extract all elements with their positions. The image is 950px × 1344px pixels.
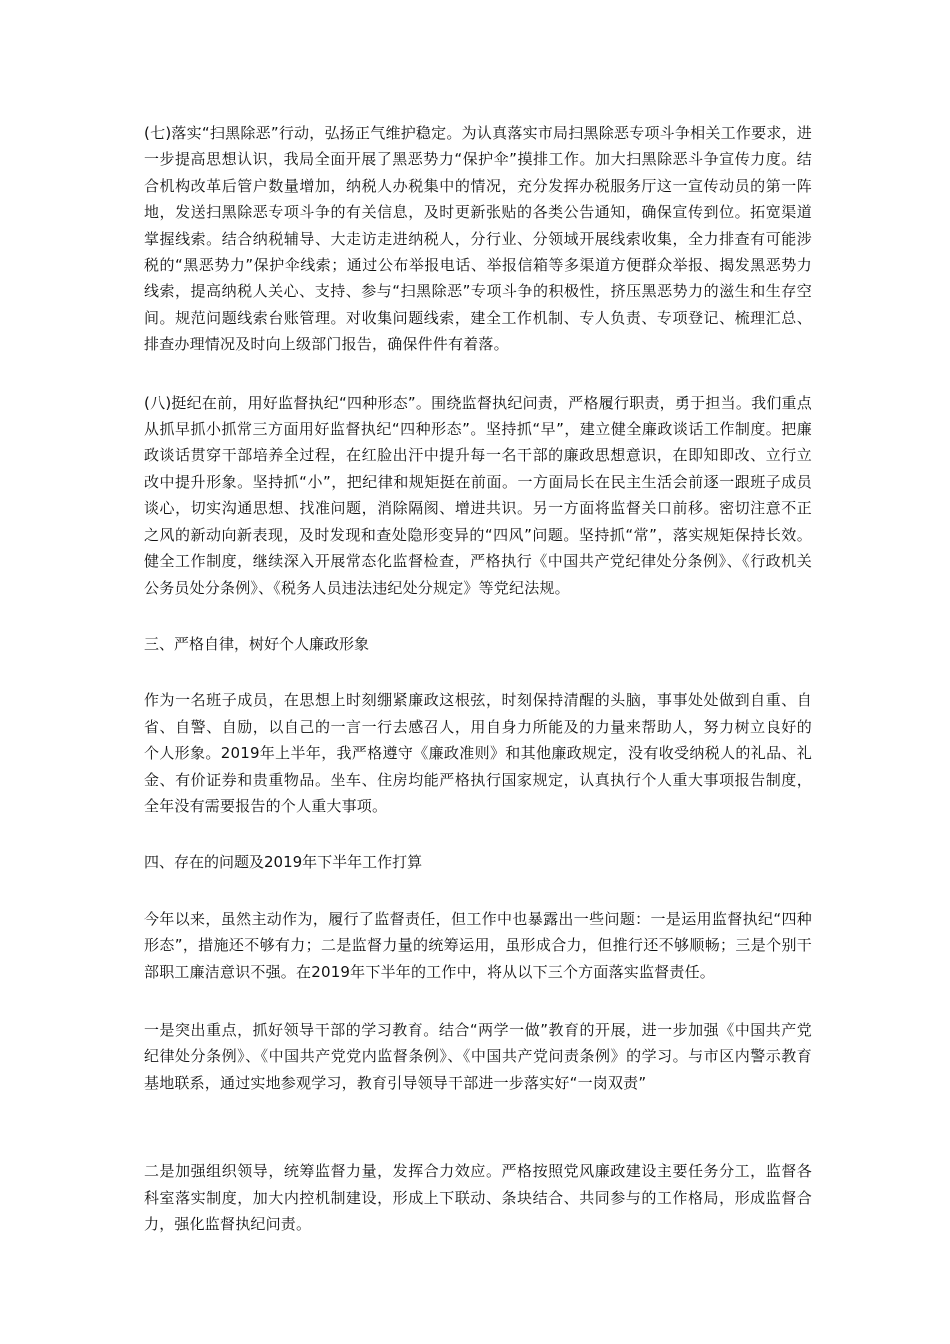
paragraph-spacer [144, 819, 812, 849]
paragraph-spacer [144, 657, 812, 687]
paragraph-spacer [144, 358, 812, 390]
paragraph-spacer [144, 1096, 812, 1158]
section-heading-three: 三、严格自律，树好个人廉政形象 [144, 634, 370, 653]
paragraph-seven: (七)落实“扫黑除恶”行动，弘扬正气维护稳定。为认真落实市局扫黑除恶专项斗争相关工作要求，进一步提高思想认识，我局全面开展了黑恶势力“保护伞”摸排工作。加大扫黑除恶斗争宣传力度。结合机构改革后管户数量增加，纳税人办税集中的情况，充分发挥办税服务厅这一宣传动员的第一阵地，发送扫黑除恶专项斗争的有关信息，及时更新张贴的各类公告通知，确保宣传到位。拓宽渠道掌握线索。结合纳税辅导、大走访走进纳税人，分行业、分领域开展线索收集，全力排查有可能涉税的“黑恶势力”保护伞线索；通过公布举报电话、举报信箱等多渠道方便群众举报、揭发黑恶势力线索，提高纳税人关心、支持、参与“扫黑除恶”专项斗争的积极性，挤压黑恶势力的滋生和生存空间。规范问题线索台账管理。对收集问题线索，建全工作机制、专人负责、专项登记、梳理汇总、排查办理情况及时向上级部门报告，确保件件有着落。 [144, 124, 812, 354]
paragraph-spacer [144, 985, 812, 1017]
paragraph-spacer [144, 876, 812, 906]
paragraph-plan-one: 一是突出重点，抓好领导干部的学习教育。结合“两学一做”教育的开展，进一步加强《中国共产党纪律处分条例》、《中国共产党党内监督条例》、《中国共产党问责条例》的学习。与市区内警示教育基地联系，通过实地参观学习，教育引导领导干部进一步落实好“一岗双责” [144, 1020, 812, 1092]
section-heading-four: 四、存在的问题及2019年下半年工作打算 [144, 853, 423, 872]
paragraph-problems: 今年以来，虽然主动作为，履行了监督责任，但工作中也暴露出一些问题：一是运用监督执纪“四种形态”，措施还不够有力；二是监督力量的统筹运用，虽形成合力，但推行还不够顺畅；三是个别干部职工廉洁意识不强。在2019年下半年的工作中，将从以下三个方面落实监督责任。 [144, 909, 812, 981]
paragraph-spacer [144, 601, 812, 631]
paragraph-plan-two: 二是加强组织领导，统筹监督力量，发挥合力效应。严格按照党风廉政建设主要任务分工，监督各科室落实制度，加大内控机制建设，形成上下联动、条块结合、共同参与的工作格局，形成监督合力，强化监督执纪问责。 [144, 1162, 812, 1233]
paragraph-eight: (八)挺纪在前，用好监督执纪“四种形态”。围绕监督执纪问责，严格履行职责，勇于担当。我们重点从抓早抓小抓常三方面用好监督执纪“四种形态”。坚持抓“早”，建立健全廉政谈话工作制度。把廉政谈话贯穿干部培养全过程，在红脸出汗中提升每一名干部的廉政思想意识，在即知即改、立行立改中提升形象。坚持抓“小”，把纪律和规矩挺在前面。一方面局长在民主生活会前逐一跟班子成员谈心，切实沟通思想、找准问题，消除隔阂、增进共识。另一方面将监督关口前移。密切注意不正之风的新动向新表现，及时发现和查处隐形变异的“四风”问题。坚持抓“常”，落实规矩保持长效。健全工作制度，继续深入开展常态化监督检查，严格执行《中国共产党纪律处分条例》、《行政机关公务员处分条例》、《税务人员违法违纪处分规定》等党纪法规。 [144, 393, 812, 597]
paragraph-self-discipline: 作为一名班子成员，在思想上时刻绷紧廉政这根弦，时刻保持清醒的头脑，事事处处做到自重、自省、自警、自励，以自己的一言一行去感召人，用自身力所能及的力量来帮助人，努力树立良好的个人形象。2019年上半年，我严格遵守《廉政准则》和其他廉政规定，没有收受纳税人的礼品、礼金、有价证券和贵重物品。坐车、住房均能严格执行国家规定，认真执行个人重大事项报告制度，全年没有需要报告的个人重大事项。 [144, 691, 812, 815]
document-body [144, 120, 812, 1237]
